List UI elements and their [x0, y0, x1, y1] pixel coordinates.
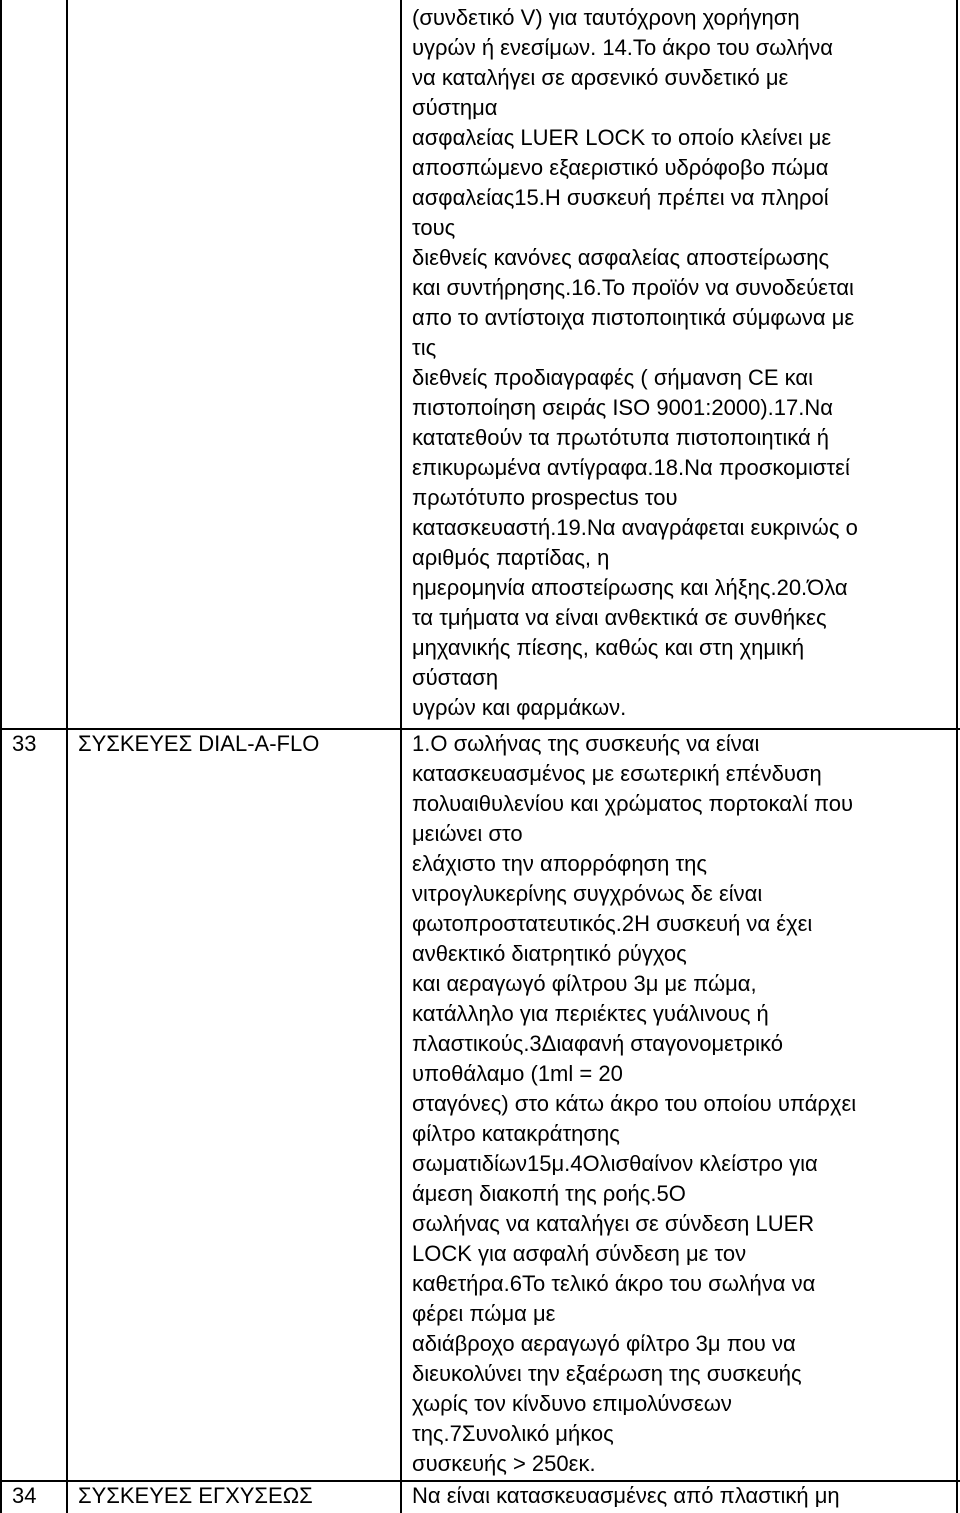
description-line: διεθνείς κανόνες ασφαλείας αποστείρωσης	[412, 245, 830, 270]
description-line: αδιάβροχο αεραγωγό φίλτρο 3μ που να	[412, 1331, 796, 1356]
description-line: της.7Συνολικό μήκος	[412, 1421, 614, 1446]
description-line: φέρει πώμα με	[412, 1301, 556, 1326]
column-divider-2	[400, 0, 402, 1513]
description-line: μηχανικής πίεσης, καθώς και στη χημική	[412, 635, 805, 660]
description-line: υγρών ή ενεσίμων. 14.Το άκρο του σωλήνα	[412, 35, 833, 60]
description-line: ελάχιστο την απορρόφηση της	[412, 851, 708, 876]
product-name: ΣΥΣΚΕΥΕΣ DIAL-A-FLO	[78, 731, 320, 756]
description-line: σύσταση	[412, 665, 499, 690]
row-number: 33	[12, 731, 37, 756]
description-line: σωματιδίων15μ.4Ολισθαίνον κλείστρο για	[412, 1151, 818, 1176]
description-line: φωτοπροστατευτικός.2Η συσκευή να έχει	[412, 911, 813, 936]
column-divider-1	[66, 0, 68, 1513]
description-line: και συντήρησης.16.Το προϊόν να συνοδεύεται	[412, 275, 854, 300]
description-line: συσκευής > 250εκ.	[412, 1451, 596, 1476]
description-line: πιστοποίηση σειράς ISO 9001:2000).17.Να	[412, 395, 833, 420]
product-name: ΣΥΣΚΕΥΕΣ ΕΓΧΥΣΕΩΣ	[78, 1483, 313, 1508]
description-line: LOCK για ασφαλή σύνδεση με τον	[412, 1241, 747, 1266]
description-line: διεθνείς προδιαγραφές ( σήμανση CE και	[412, 365, 813, 390]
description-line: ασφαλείας LUER LOCK το οποίο κλείνει με	[412, 125, 832, 150]
row-number: 34	[12, 1483, 37, 1508]
description-line: σταγόνες) στο κάτω άκρο του οποίου υπάρχει	[412, 1091, 857, 1116]
table-border-right	[956, 0, 958, 1513]
description-line: τις	[412, 335, 437, 360]
description-line: νιτρογλυκερίνης συγχρόνως δε είναι	[412, 881, 763, 906]
description-line: διευκολύνει την εξαέρωση της συσκευής	[412, 1361, 802, 1386]
description-line: κατατεθούν τα πρωτότυπα πιστοποιητικά ή	[412, 425, 830, 450]
description-line: ασφαλείας15.Η συσκευή πρέπει να πληροί	[412, 185, 829, 210]
description-line: πολυαιθυλενίου και χρώματος πορτοκαλί που	[412, 791, 854, 816]
description-line: καθετήρα.6Το τελικό άκρο του σωλήνα να	[412, 1271, 816, 1296]
description-line: 1.Ο σωλήνας της συσκευής να είναι	[412, 731, 760, 756]
description-line: ημερομηνία αποστείρωσης και λήξης.20.Όλα	[412, 575, 848, 600]
description-line: σύστημα	[412, 95, 498, 120]
table-border-left	[0, 0, 2, 1513]
description-line: τους	[412, 215, 456, 240]
description-line: σωλήνας να καταλήγει σε σύνδεση LUER	[412, 1211, 815, 1236]
description-line: επικυρωμένα αντίγραφα.18.Να προσκομιστεί	[412, 455, 850, 480]
description-line: πλαστικούς.3Διαφανή σταγονομετρικό	[412, 1031, 783, 1056]
description-line: απο το αντίστοιχα πιστοποιητικά σύμφωνα με	[412, 305, 855, 330]
description-line: υποθάλαμο (1ml = 20	[412, 1061, 623, 1086]
description-line: κατασκευαστή.19.Να αναγράφεται ευκρινώς ο	[412, 515, 858, 540]
description-line: χωρίς τον κίνδυνο επιμολύνσεων	[412, 1391, 732, 1416]
description-line: πρωτότυπο prospectus του	[412, 485, 678, 510]
description-line: μειώνει στο	[412, 821, 523, 846]
description-line: κατασκευασμένος με εσωτερική επένδυση	[412, 761, 822, 786]
description-line: ανθεκτικό διατρητικό ρύγχος	[412, 941, 687, 966]
description-line: (συνδετικό V) για ταυτόχρονη χορήγηση	[412, 5, 800, 30]
description-line: Να είναι κατασκευασμένες από πλαστική μη	[412, 1483, 840, 1508]
description-line: να καταλήγει σε αρσενικό συνδετικό με	[412, 65, 789, 90]
description-line: και αεραγωγό φίλτρου 3μ με πώμα,	[412, 971, 757, 996]
description-line: υγρών και φαρμάκων.	[412, 695, 627, 720]
description-line: κατάλληλο για περιέκτες γυάλινους ή	[412, 1001, 769, 1026]
description-line: τα τμήματα να είναι ανθεκτικά σε συνθήκες	[412, 605, 827, 630]
description-line: αποσπώμενο εξαεριστικό υδρόφοβο πώμα	[412, 155, 829, 180]
description-line: άμεση διακοπή της ροής.5Ο	[412, 1181, 686, 1206]
description-line: φίλτρο κατακράτησης	[412, 1121, 620, 1146]
description-line: αριθμός παρτίδας, η	[412, 545, 610, 570]
